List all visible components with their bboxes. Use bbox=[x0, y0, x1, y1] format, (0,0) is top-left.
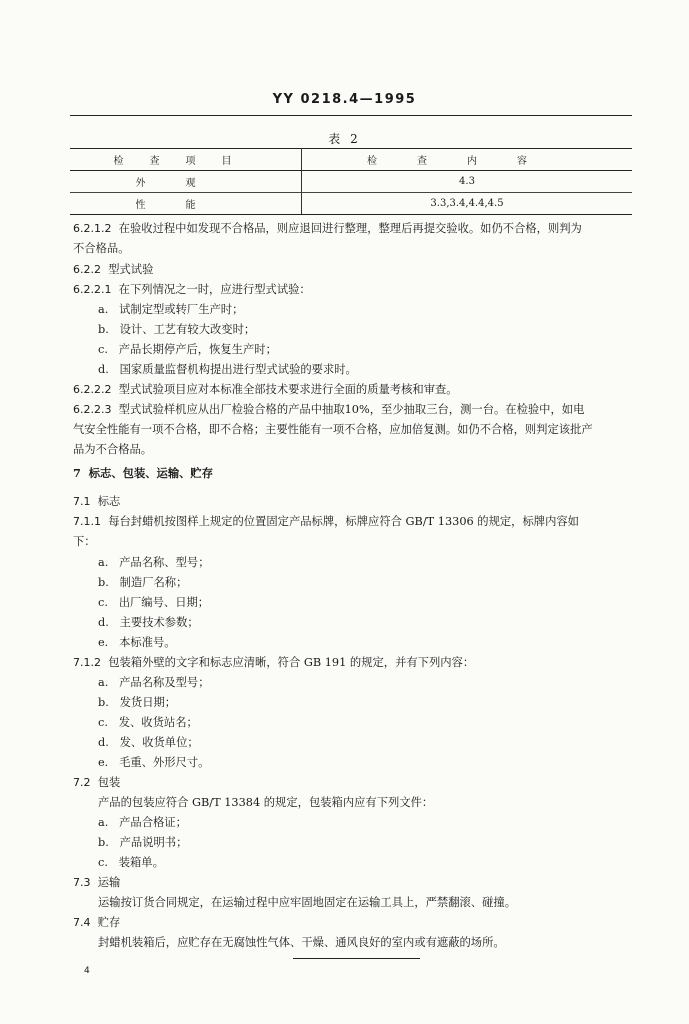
list-item: a. 产品合格证； bbox=[98, 816, 187, 829]
list-item: c. 产品长期停产后，恢复生产时； bbox=[98, 343, 277, 356]
clause-7-4-text: 封蜡机装箱后，应贮存在无腐蚀性气体、干燥、通风良好的室内或有遮蔽的场所。 bbox=[98, 936, 505, 949]
list-item: c. 出厂编号、日期； bbox=[98, 596, 210, 609]
list-item: c. 发、收货站名； bbox=[98, 716, 198, 729]
section-7-2-heading: 7.2 包装 bbox=[73, 776, 121, 789]
section-7-4-heading: 7.4 贮存 bbox=[73, 916, 121, 929]
end-rule bbox=[293, 958, 420, 959]
table-row bbox=[70, 171, 632, 193]
list-item: b. 制造厂名称； bbox=[98, 576, 188, 589]
list-item: b. 产品说明书； bbox=[98, 836, 188, 849]
table-header-row bbox=[70, 149, 632, 171]
clause-6-2-2-1: 6.2.2.1 在下列情况之一时，应进行型式试验： bbox=[73, 283, 311, 296]
table-cell-content: 3.3,3.4,4.4,4.5 bbox=[302, 193, 633, 215]
list-item: c. 装箱单。 bbox=[98, 856, 164, 869]
section-7-1-heading: 7.1 标志 bbox=[73, 495, 121, 508]
list-item: e. 本标准号。 bbox=[98, 636, 176, 649]
table-row bbox=[70, 193, 632, 215]
clause-7-3-text: 运输按订货合同规定，在运输过程中应牢固地固定在运输工具上，严禁翻滚、碰撞。 bbox=[98, 896, 516, 909]
clause-6-2-1-2-cont: 不合格品。 bbox=[73, 242, 130, 255]
section-6-2-2-heading: 6.2.2 型式试验 bbox=[73, 263, 154, 276]
section-7-heading: 7 标志、包装、运输、贮存 bbox=[73, 466, 214, 480]
list-item: d. 发、收货单位； bbox=[98, 736, 199, 749]
table-cell-content: 4.3 bbox=[302, 171, 633, 193]
clause-7-1-2: 7.1.2 包装箱外壁的文字和标志应清晰，符合 GB 191 的规定，并有下列内容： bbox=[73, 656, 475, 669]
col-header-item: 检查项目 bbox=[70, 149, 302, 171]
list-item: a. 产品名称、型号； bbox=[98, 556, 210, 569]
list-item: d. 主要技术参数； bbox=[98, 616, 199, 629]
inspection-table bbox=[70, 148, 632, 215]
clause-7-1-1-cont: 下： bbox=[73, 535, 96, 548]
clause-6-2-2-2: 6.2.2.2 型式试验项目应对本标准全部技术要求进行全面的质量考核和审查。 bbox=[73, 383, 458, 396]
clause-6-2-2-3-cont: 气安全性能有一项不合格，即不合格；主要性能有一项不合格，应加倍复测。如仍不合格，则判定该批产 bbox=[73, 423, 593, 436]
list-item: e. 毛重、外形尺寸。 bbox=[98, 756, 210, 769]
list-item: d. 国家质量监督机构提出进行型式试验的要求时。 bbox=[98, 363, 357, 376]
clause-7-1-1: 7.1.1 每台封蜡机按图样上规定的位置固定产品标牌，标牌应符合 GB/T 13306 的规定，标牌内容如 bbox=[73, 515, 579, 528]
table-title: 表 2 bbox=[328, 132, 361, 146]
list-item: b. 设计、工艺有较大改变时； bbox=[98, 323, 256, 336]
table-cell-item: 外观 bbox=[70, 171, 302, 193]
clause-7-2-text: 产品的包装应符合 GB/T 13384 的规定，包装箱内应有下列文件： bbox=[98, 796, 434, 809]
list-item: a. 试制定型或转厂生产时； bbox=[98, 303, 244, 316]
clause-6-2-2-3: 6.2.2.3 型式试验样机应从出厂检验合格的产品中抽取10%，至少抽取三台，测一台。在检验中，如电 bbox=[73, 403, 585, 416]
page-number: 4 bbox=[84, 966, 90, 976]
section-7-3-heading: 7.3 运输 bbox=[73, 876, 121, 889]
clause-6-2-1-2: 6.2.1.2 在验收过程中如发现不合格品，则应退回进行整理，整理后再提交验收。如仍不合格，则判为 bbox=[73, 222, 582, 235]
list-item: b. 发货日期； bbox=[98, 696, 177, 709]
clause-6-2-2-3-cont: 品为不合格品。 bbox=[73, 443, 153, 456]
list-item: a. 产品名称及型号； bbox=[98, 676, 210, 689]
col-header-content: 检查内容 bbox=[302, 149, 633, 171]
header-rule bbox=[70, 115, 632, 116]
table-cell-item: 性能 bbox=[70, 193, 302, 215]
standard-number-header: YY 0218.4—1995 bbox=[272, 92, 417, 107]
